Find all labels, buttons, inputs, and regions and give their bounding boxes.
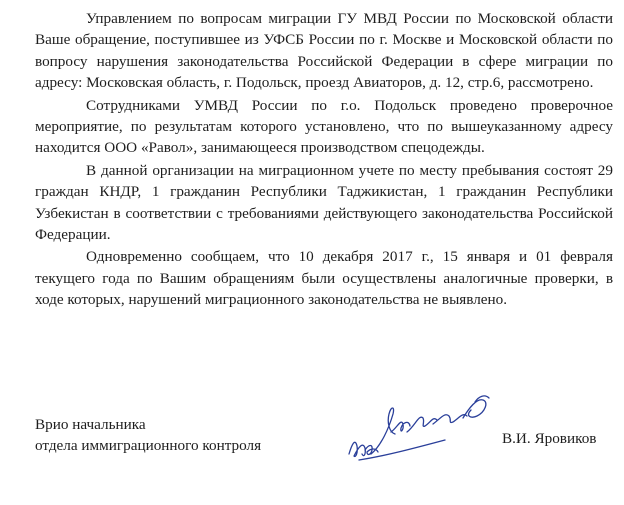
signer-name: В.И. Яровиков	[502, 430, 597, 447]
position-line-1: Врио начальника	[35, 416, 146, 433]
signatory-position	[35, 414, 261, 457]
paragraph-previous-checks: Одновременно сообщаем, что 10 декабря 2017 г., 15 января и 01 февраля текущего года по Вашим обращениям были осуществлены аналогичные проверки, в ходе которых, нарушений миграционного законодательства не выявлено.	[35, 248, 613, 309]
paragraph-registered-citizens: В данной организации на миграционном учете по месту пребывания состоят 29 граждан КНДР, 1 гражданин Республики Таджикистан, 1 гражданин Республики Узбекистан в соответствии с требованиями действующего законодательства Российской Федерации.	[35, 161, 613, 244]
paragraph-review-result: Управлением по вопросам миграции ГУ МВД России по Московской области Ваше обращение, поступившее из УФСБ России по г. Москве и Московской области по вопросу нарушения законодательства Российской Федерации в сфере миграции по адресу: Московская область, г. Подольск, проезд Авиаторов, д. 12, стр.6, рассмотрено.	[35, 10, 613, 92]
handwritten-signature	[345, 388, 495, 468]
position-line-2: отдела иммиграционного контроля	[35, 437, 262, 455]
paragraph-inspection: Сотрудниками УМВД России по г.о. Подольск проведено проверочное мероприятие, по результатам которого установлено, что по вышеуказанному адресу находится ООО «Равол», занимающееся производством спецодежды.	[35, 96, 613, 157]
letter-body	[35, 8, 613, 312]
